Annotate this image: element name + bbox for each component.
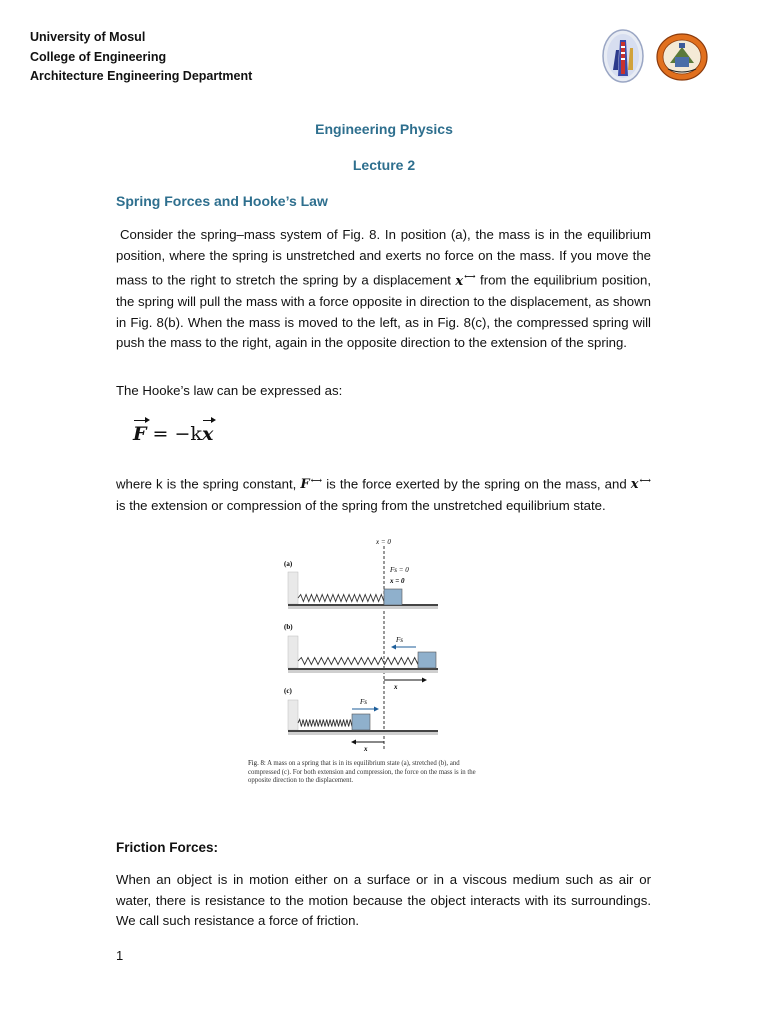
friction-heading	[116, 840, 218, 855]
wall-a	[288, 572, 298, 604]
disp-arrowhead-c	[351, 740, 356, 745]
label-a: (a)	[284, 560, 293, 568]
x-zero-label: x = 0	[390, 577, 405, 585]
para2-b: is the force exerted by the spring on the mass, and	[326, 476, 627, 492]
x-label-b: x	[394, 683, 398, 691]
caption-text: A mass on a spring that is in its equilibrium state (a), stretched (b), and compressed (c). For both extension and compression, the force on the mass is in the opposite direction to the displacement.	[248, 760, 476, 785]
figure-caption	[248, 760, 480, 786]
friction-title: Friction Forces	[116, 840, 214, 855]
para1b-text: from the equilibrium position, the spring will pull the mass with a force opposite in direction to the displacement, as shown in Fig. 8(b). When the mass is moved to the left, as in Fig. 8(c), the compressed spring will push the mass to the right, again in the opposite direction to the extension of the spring.	[116, 272, 651, 351]
department-logo	[601, 28, 645, 84]
hooke-equation	[133, 423, 213, 445]
friction-paragraph: When an object is in motion either on a surface or in a viscous medium such as air or water, there is resistance to the motion because the object interacts with its surroundings. We call such resistance a force of friction.	[116, 872, 651, 929]
x-label-c: x	[364, 745, 368, 753]
wall-c	[288, 700, 298, 730]
fs-label-c: Fs	[360, 698, 367, 706]
institution-header	[30, 28, 252, 87]
fs-label-b: Fs	[396, 636, 403, 644]
college-name: College of Engineering	[30, 49, 167, 64]
floor-c-shade	[288, 732, 438, 735]
force-arrowhead-c	[374, 707, 379, 712]
department-name: Architecture Engineering Department	[30, 69, 253, 83]
hooke-intro: The Hooke’s law can be expressed as:	[116, 383, 343, 398]
spring-a	[298, 595, 384, 602]
course-title: Engineering Physics	[315, 121, 453, 137]
para1-text: Consider the spring–mass system of Fig. 8. In position (a), the mass is in the equilibrium position, where the spring is unstretched and exerts no force on the mass. If you move the mass to the right to stretch the spring by a displacement	[116, 227, 651, 288]
university-seal	[656, 33, 708, 81]
friction-colon: :	[213, 840, 219, 855]
force-arrowhead-b	[391, 645, 396, 650]
mass-block-a	[384, 589, 402, 605]
x-vector-symbol-2: x⟷	[630, 475, 652, 493]
floor-a-shade	[288, 606, 438, 609]
mass-block-c	[352, 714, 370, 730]
para2-c: is the extension or compression of the spring from the unstretched equilibrium state.	[116, 497, 606, 513]
lecture-number: Lecture 2	[352, 157, 416, 173]
spring-b	[298, 658, 418, 665]
section-title: Spring Forces and Hooke’s Law	[116, 193, 328, 209]
spring-intro-paragraph	[116, 225, 651, 354]
eq-displacement-vector: x	[201, 423, 214, 445]
label-b: (b)	[284, 623, 293, 631]
university-name: University of Mosul	[30, 30, 146, 44]
spring-constant-paragraph	[116, 470, 651, 517]
eq-force-vector: F	[133, 423, 147, 445]
disp-arrowhead-b	[422, 678, 427, 683]
fs-zero-label: Fs = 0	[390, 566, 409, 574]
para2-a: where k is the spring constant,	[116, 476, 297, 492]
eq-middle: = −k	[146, 423, 202, 445]
top-x-zero-label: x = 0	[376, 538, 391, 546]
caption-lead: Fig. 8:	[248, 760, 266, 767]
mass-block-b	[418, 652, 436, 668]
page-number: 1	[116, 948, 124, 963]
label-c: (c)	[284, 687, 292, 695]
wall-b	[288, 636, 298, 668]
f-vector-symbol: F⟷	[300, 475, 323, 493]
spring-mass-figure	[248, 536, 448, 758]
spring-c	[298, 720, 352, 727]
x-vector-symbol: x⟷	[455, 271, 476, 289]
floor-b-shade	[288, 670, 438, 673]
